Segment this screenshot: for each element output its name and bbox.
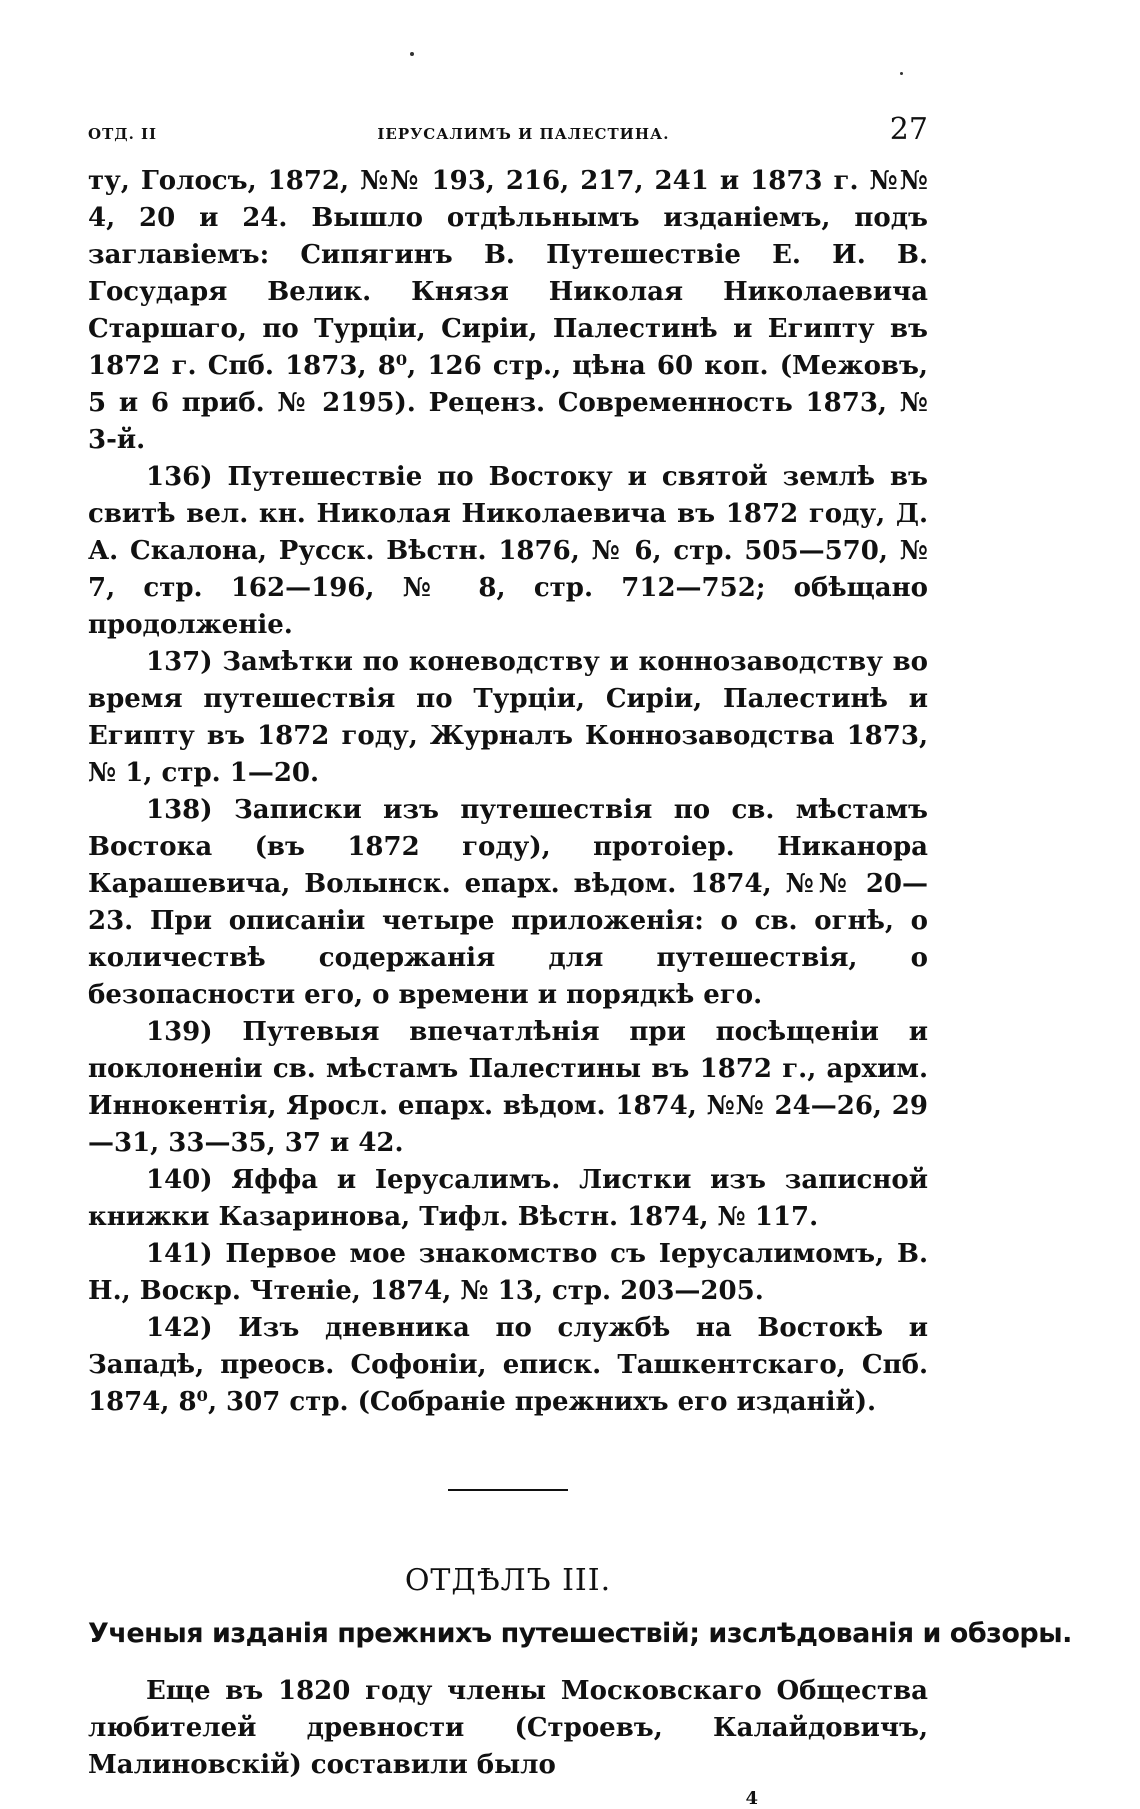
book-page (88, 112, 1072, 1809)
entry-141: 141) Первое мое знакомство съ Іерусалимомъ, В. Н., Воскр. Чтеніе, 1874, № 13, стр. 203—205. (88, 1239, 928, 1306)
signature-mark: 4 (745, 1788, 758, 1809)
entry-140: 140) Яффа и Іерусалимъ. Листки изъ записной книжки Казаринова, Тифл. Вѣстн. 1874, № 117. (88, 1165, 928, 1232)
section-body (88, 1673, 928, 1784)
print-speck (410, 52, 414, 56)
section-intro-paragraph: Еще въ 1820 году члены Московскаго Общества любителей древности (Строевъ, Калайдовичъ, Малиновскій) составили было (88, 1676, 928, 1780)
header-section-label: ОТД. II (88, 125, 158, 143)
entry-continuation: ту, Голосъ, 1872, №№ 193, 216, 217, 241 и 1873 г. №№ 4, 20 и 24. Вышло отдѣльнымъ изданіемъ, подъ заглавіемъ: Сипягинъ В. Путешествіе Е. И. В. Государя Велик. Князя Николая Николаевича Старшаго, по Турціи, Сиріи, Палестинѣ и Египту въ 1872 г. Спб. 1873, 8⁰, 126 стр., цѣна 60 коп. (Межовъ, 5 и 6 приб. № 2195). Реценз. Современность 1873, № 3-й. (88, 166, 928, 455)
entry-142: 142) Изъ дневника по службѣ на Востокѣ и Западѣ, преосв. Софоніи, еписк. Ташкентскаго, Спб. 1874, 8⁰, 307 стр. (Собраніе прежнихъ его изданій). (88, 1313, 928, 1417)
bibliography-entries (88, 163, 928, 1421)
running-header (88, 112, 928, 147)
entry-136: 136) Путешествіе по Востоку и святой землѣ въ свитѣ вел. кн. Николая Николаевича въ 1872 году, Д. А. Скалона, Русск. Вѣстн. 1876, № 6, стр. 505—570, № 7, стр. 162—196, № 8, стр. 712—752; обѣщано продолженіе. (88, 462, 928, 640)
header-title: ІЕРУСАЛИМЪ И ПАЛЕСТИНА. (377, 125, 670, 143)
section-divider (448, 1489, 568, 1491)
section-title: ОТДѢЛЪ III. (404, 1563, 612, 1598)
entry-138: 138) Записки изъ путешествія по св. мѣстамъ Востока (въ 1872 году), протоіер. Никанора Карашевича, Волынск. епарх. вѣдом. 1874, №№ 20—23. При описаніи четыре приложенія: о св. огнѣ, о количествѣ содержанія для путешествія, о безопасности его, о времени и порядкѣ его. (88, 795, 928, 1010)
print-speck (900, 72, 903, 75)
section-subtitle: Ученыя изданія прежнихъ путешествій; изслѣдованія и обзоры. (88, 1618, 1072, 1649)
entry-137: 137) Замѣтки по коневодству и коннозаводству во время путешествія по Турціи, Сиріи, Палестинѣ и Египту въ 1872 году, Журналъ Коннозаводства 1873, № 1, стр. 1—20. (88, 647, 928, 788)
entry-139: 139) Путевыя впечатлѣнія при посѣщеніи и поклоненіи св. мѣстамъ Палестины въ 1872 г., архим. Иннокентія, Яросл. епарх. вѣдом. 1874, №№ 24—26, 29—31, 33—35, 37 и 42. (88, 1017, 928, 1158)
page-number: 27 (889, 112, 928, 147)
